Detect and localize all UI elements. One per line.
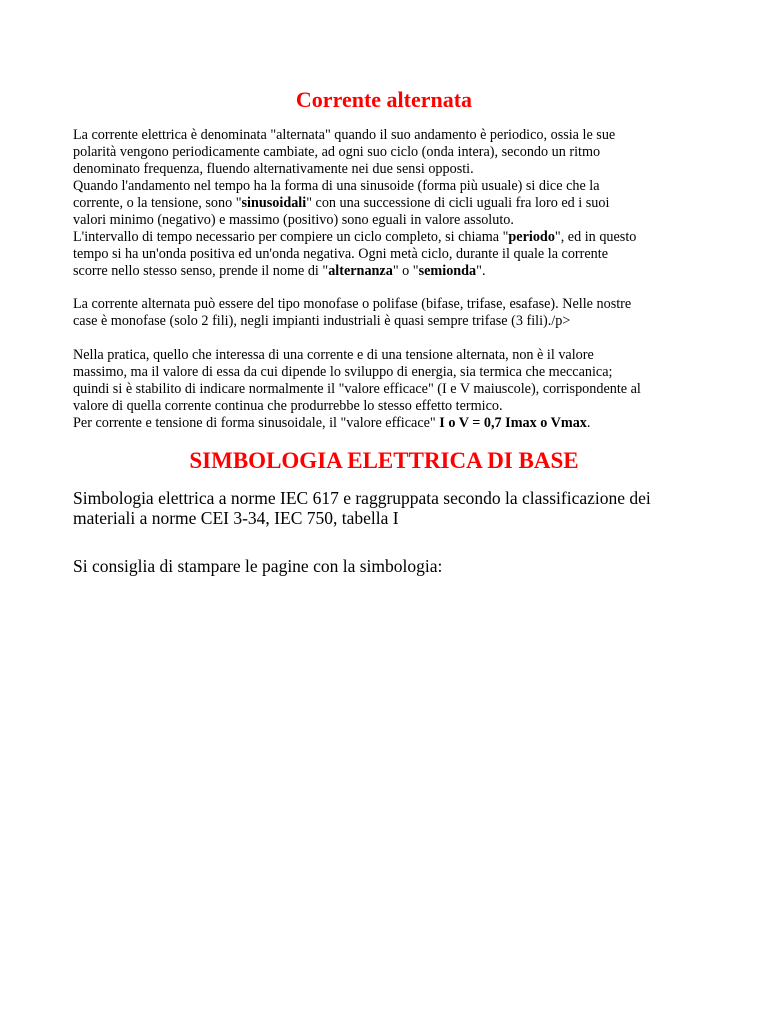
text-line: quindi si è stabilito di indicare normalmente il "valore efficace" (I e V maiuscole), corrispondente al [73, 381, 641, 397]
paragraph-standards [73, 488, 733, 528]
text-line: Quando l'andamento nel tempo ha la forma di una sinusoide (forma più usuale) si dice che la [73, 178, 600, 194]
text-run: " o " [392, 263, 419, 279]
text-run: ". [476, 263, 486, 279]
bold-term-semionda: semionda [418, 263, 477, 279]
bold-term-sinusoidali: sinusoidali [241, 195, 307, 211]
text-run: L'intervallo di tempo necessario per compiere un ciclo completo, si chiama " [73, 229, 509, 245]
text-line [73, 195, 713, 212]
bold-term-periodo: periodo [508, 229, 555, 245]
paragraph-definition [73, 127, 713, 280]
text-line: materiali a norme CEI 3-34, IEC 750, tabella I [73, 508, 399, 528]
page-title: Corrente alternata [295, 87, 473, 112]
text-run: ", ed in questo [554, 229, 637, 245]
text-line: valore di quella corrente continua che produrrebbe lo stesso effetto termico. [73, 398, 503, 414]
paragraph-print-advice: Si consiglia di stampare le pagine con la simbologia: [73, 556, 443, 576]
text-run: . [586, 415, 591, 431]
text-line [73, 415, 713, 432]
text-line: tempo si ha un'onda positiva ed un'onda negativa. Ogni metà ciclo, durante il quale la corrente [73, 246, 609, 262]
text-line: massimo, ma il valore di essa da cui dipende lo sviluppo di energia, sia termica che meccanica; [73, 364, 613, 380]
text-line: Nella pratica, quello che interessa di una corrente e di una tensione alternata, non è il valore [73, 347, 594, 363]
text-run: corrente, o la tensione, sono " [73, 195, 242, 211]
text-line: polarità vengono periodicamente cambiate, ad ogni suo ciclo (onda intera), secondo un ritmo [73, 144, 601, 160]
text-line: La corrente elettrica è denominata "alternata" quando il suo andamento è periodico, ossia le sue [73, 127, 616, 143]
text-line: La corrente alternata può essere del tipo monofase o polifase (bifase, trifase, esafase). Nelle nostre [73, 296, 632, 312]
text-run: " con una successione di cicli uguali fra loro ed i suoi [306, 195, 610, 211]
text-line: valori minimo (negativo) e massimo (positivo) sono eguali in valore assoluto. [73, 212, 514, 228]
text-line: Simbologia elettrica a norme IEC 617 e raggruppata secondo la classificazione dei [73, 488, 651, 508]
text-run: scorre nello stesso senso, prende il nome di " [73, 263, 329, 279]
text-line: denominato frequenza, fluendo alternativamente nei due sensi opposti. [73, 161, 474, 177]
text-run: Per corrente e tensione di forma sinusoidale, il "valore efficace" [73, 415, 440, 431]
text-line [73, 229, 713, 246]
section-heading: SIMBOLOGIA ELETTRICA DI BASE [189, 448, 579, 473]
text-line [73, 263, 713, 280]
text-line: case è monofase (solo 2 fili), negli impianti industriali è quasi sempre trifase (3 fili)./p> [73, 313, 571, 329]
bold-term-alternanza: alternanza [328, 263, 393, 279]
paragraph-effective-value [73, 347, 713, 432]
paragraph-types [73, 296, 713, 330]
bold-formula: I o V = 0,7 Imax o Vmax [439, 415, 587, 431]
